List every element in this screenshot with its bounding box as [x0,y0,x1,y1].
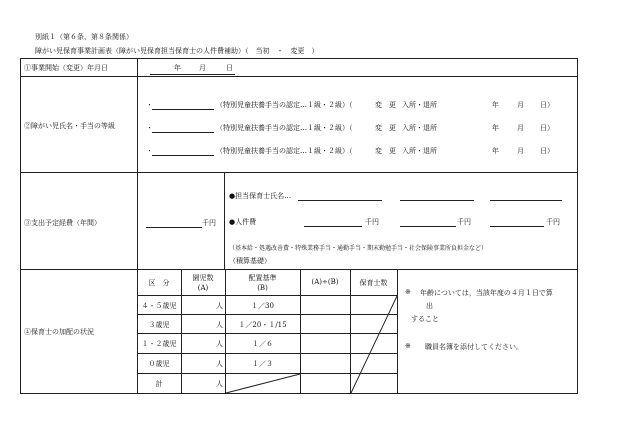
total-ratio-input[interactable] [303,379,347,388]
teachers-header: 保育士数 [359,279,388,287]
bullet: ・ [146,147,153,155]
row-category: １・２歳児 [141,340,177,348]
staffing-standard: １／20・１/15 [238,321,287,329]
child-name-input[interactable] [152,100,214,110]
children-unit: 人 [216,360,223,368]
start-month-input[interactable] [182,63,198,72]
start-day-input[interactable] [208,63,224,72]
entry-month: 月 [517,101,524,109]
staffing-standard: １／30 [251,302,274,310]
children-header: 園児数 [192,274,214,282]
note-age-basis: 年齢については，当該年度の４月１日で算 [420,289,553,297]
month-unit: 月 [199,64,206,72]
category-header: 区 分 [148,279,170,287]
personnel-cost-input-3[interactable] [490,217,544,227]
staffing-standard: １／３ [252,360,273,368]
bullet: ・ [146,124,153,132]
total-standard-strike [226,374,300,393]
teacher-name-input-2[interactable] [400,191,474,201]
children-unit: 人 [216,321,223,329]
child-name-input[interactable] [152,146,214,156]
bullet: ・ [146,101,153,109]
personnel-unit-3: 千円 [546,218,560,226]
ratio-input[interactable] [303,320,347,329]
annex-label: 別紙１（第６条、第８条関係） [35,33,133,41]
ratio-input[interactable] [303,301,347,310]
children-count-input[interactable] [184,359,212,368]
note-age-basis-cont: 出 [426,302,433,310]
row-category: ４・５歳児 [141,302,177,310]
entry-month: 月 [517,124,524,132]
staffing-standard: １／６ [252,340,273,348]
teacher-name-input-1[interactable] [298,191,382,201]
children-count-input[interactable] [184,301,212,310]
personnel-cost-input-1[interactable] [304,217,362,227]
admission-label: 入所・退所 [402,147,437,155]
allowance-grade: （特別児童扶養手当の認定…１級・２級）（ [216,147,353,155]
row1-label: ①事業開始（変更）年月日 [24,64,108,72]
children-unit: 人 [216,302,223,310]
change-label: 変 更 [375,101,396,109]
entry-month: 月 [517,147,524,155]
standard-header-sub: (B) [257,284,268,292]
personnel-cost-input-2[interactable] [400,217,456,227]
row-category: ３歳児 [148,321,170,329]
page-title: 障がい児保育事業計画表（障がい児保育担当保育士の人件費補助）（ 当初 ・ 変更 ） [35,47,319,55]
row2-label: ②障がい児氏名・手当の等級 [24,122,115,130]
calculation-basis-label: （積算基礎） [229,257,271,265]
entry-year: 年 [492,101,499,109]
children-count-input[interactable] [184,339,212,348]
total-children-unit: 人 [216,380,223,388]
change-label: 変 更 [375,147,396,155]
personnel-unit-2: 千円 [457,218,471,226]
total-children-input[interactable] [184,379,212,388]
ratio-input[interactable] [303,339,347,348]
children-header-sub: (A) [197,284,209,292]
teacher-name-input-3[interactable] [490,191,562,201]
change-label: 変 更 [375,124,396,132]
ratio-header: (A)÷(B) [311,278,339,286]
day-unit: 日 [226,64,233,72]
admission-label: 入所・退所 [402,124,437,132]
ratio-input[interactable] [303,359,347,368]
allowance-grade: （特別児童扶養手当の認定…１級・２級）（ [216,124,353,132]
row3-label: ③支出予定経費（年間） [24,219,101,227]
note-staff-list: 職員名簿を添付してください。 [425,343,523,351]
entry-day: 日） [540,101,554,109]
total-category: 計 [155,380,163,388]
cost-breakdown-note: （基本給・処遇改善費・特殊業務手当・通勤手当・期末勤勉手当・社会保険事業所負担金など） [229,245,488,252]
teachers-column-strike [351,296,397,393]
total-expense-input[interactable] [146,218,202,228]
note-mark-2: ※ [405,342,411,350]
note-mark-1: ※ [405,288,411,296]
start-year-input[interactable] [150,63,172,72]
personnel-unit-1: 千円 [365,218,379,226]
admission-label: 入所・退所 [402,101,437,109]
entry-day: 日） [540,147,554,155]
row4-label: ④保育士の加配の状況 [24,328,94,336]
children-count-input[interactable] [184,320,212,329]
entry-day: 日） [540,124,554,132]
child-name-input[interactable] [152,123,214,133]
allowance-grade: （特別児童扶養手当の認定…１級・２級）（ [216,101,353,109]
standard-header: 配置基準 [248,274,277,282]
teachers-count-input[interactable] [354,278,394,292]
total-expense-unit: 千円 [202,219,216,227]
children-unit: 人 [216,340,223,348]
personnel-cost-label: ●人件費 [229,218,257,226]
row-category: ０歳児 [148,360,170,368]
entry-year: 年 [492,147,499,155]
note-age-basis-end: すること [411,315,439,323]
year-unit: 年 [174,64,181,72]
teacher-name-label: ●担当保育士氏名… [229,192,292,200]
entry-year: 年 [492,124,499,132]
